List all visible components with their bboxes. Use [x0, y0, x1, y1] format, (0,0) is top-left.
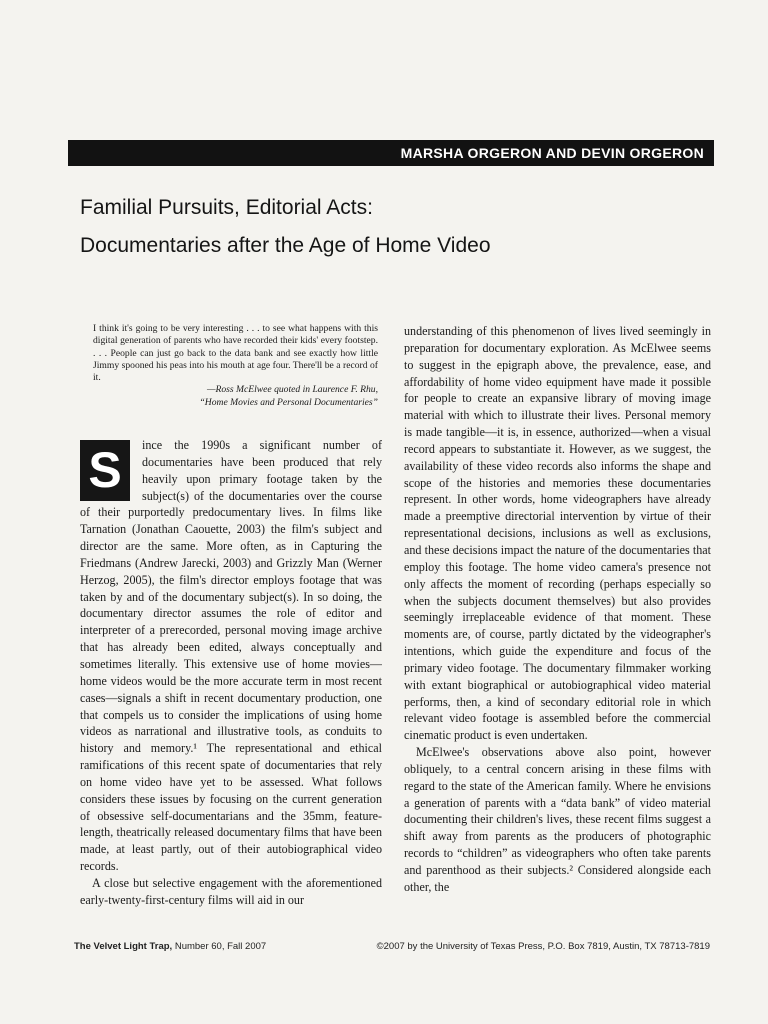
epigraph-quote: I think it's going to be very interesting . . . to see what happens with this digital generation of parents who have recorded their kids' every footstep. . . . People can just go back to the data bank and see exactly how little Jimmy spooned his peas into his mouth at age four. There'll be a record of it.	[93, 323, 378, 384]
epigraph-attribution-1: —Ross McElwee quoted in Laurence F. Rhu,	[206, 384, 378, 396]
body-paragraph-4: McElwee's observations above also point, however obliquely, to a central concern arising in these films with regard to the state of the American family. Where he envisions a generation of parents with a “data bank” of video material documenting their children's lives, these recent films suggest a shift away from parents as the producers of photographic records to “children” as videographers who often take parents and parenthood as their subjects.² Considered alongside each other, the	[404, 745, 711, 894]
article-title-line-1: Familial Pursuits, Editorial Acts:	[80, 196, 373, 219]
article-title-line-2: Documentaries after the Age of Home Video	[80, 234, 491, 257]
author-names: MARSHA ORGERON AND DEVIN ORGERON	[400, 145, 704, 161]
body-paragraph-2: A close but selective engagement with the aforementioned early-twenty-first-century films will aid in our	[80, 875, 382, 907]
right-column	[404, 323, 711, 919]
journal-issue: Number 60, Fall 2007	[172, 941, 267, 952]
footer-copyright: ©2007 by the University of Texas Press, P.O. Box 7819, Austin, TX 78713-7819	[376, 941, 710, 952]
epigraph	[93, 323, 378, 409]
journal-name: The Velvet Light Trap,	[74, 941, 173, 952]
body-paragraph-3: understanding of this phenomenon of lives lived seemingly in preparation for documentary exploration. As McElwee seems to suggest in the epigraph above, the prevalence, ease, and affordability of home video equipment have made it possible for people to create an expansive library of moving image material with which to illustrate their lives. Personal memory is made tangible—it is, in essence, authorized—when a visual record appears to substantiate it. However, as we suggest, the availability of these video records also informs the shape and scope of the histories and memories these documentaries represent. In other words, home videographers have already made a preemptive directorial intervention by virtue of their representational decisions, inclusions as well as exclusions, and these decisions impact the nature of the documentaries that employ this footage. The home video camera's presence not only affects the moment of recording (perhaps especially so when the subjects document themselves) but also provides seemingly irreplaceable evidence of that moment. These moments are, of course, partly dictated by the videographer's intentions, which guide the expenditure and focus of the primary video footage. The documentary filmmaker working with extant biographical or autobiographical video material performs, then, a kind of secondary editorial role in which relevant video footage is assembled before the commercial cinematic product is even undertaken.	[404, 324, 711, 743]
body-paragraph-1: ince the 1990s a significant number of documentaries have been produced that rely heavily upon primary footage taken by the subject(s) of the documentaries over the course of their purportedly predocumentary lives. In films like Tarnation (Jonathan Caouette, 2003) the film's subject and director are the same. More often, as in Capturing the Friedmans (Andrew Jarecki, 2003) and Grizzly Man (Werner Herzog, 2005), the film's director employs footage that was taken by and of the documentary subject(s). In so doing, the documentary director assumes the role of editor and interpreter of a prerecorded, personal moving image archive that has already been edited, always conceptually and sometimes literally. This extensive use of home movies—home videos would be the more accurate term in most recent cases—signals a shift in recent documentary production, one that compels us to consider the implications of using home videos as narrational and illustrative tools, as conduits to history and memory.¹ The representational and ethical ramifications of this recent spate of documentaries that rely on home video have yet to be assessed. What follows considers these issues by focusing on the current generation of obsessive self-documentarians and the 35mm, feature-length, theatrically released documentary films that have been made, at least partly, out of their autobiographical video records.	[80, 438, 382, 874]
left-column	[80, 437, 382, 921]
epigraph-attribution-2: “Home Movies and Personal Documentaries”	[199, 396, 378, 408]
footer-journal	[74, 941, 266, 952]
author-banner	[68, 140, 714, 166]
drop-cap: S	[80, 440, 130, 501]
